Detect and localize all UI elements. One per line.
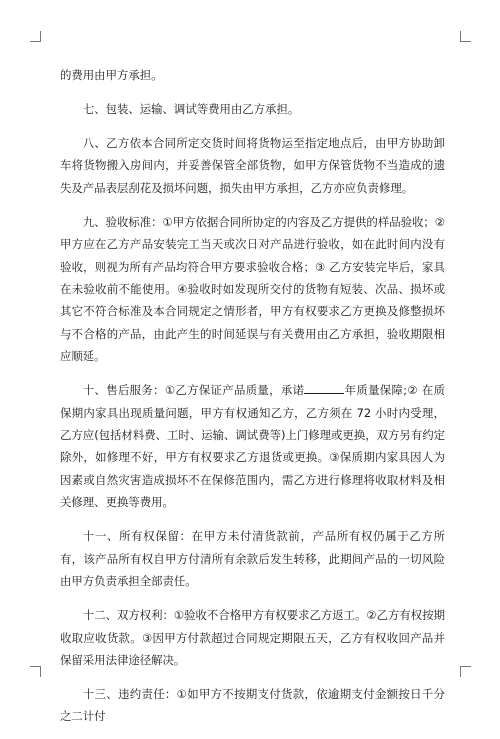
- paragraph-clause-11: 十一、所有权保留：在甲方未付清货款前，产品所有权仍属于乙方所有，该产品所有权自甲方付清所有余款后发生转移，此期间产品的一切风险由甲方负责承担全部责任。: [60, 529, 445, 589]
- crop-mark-top-left: [30, 31, 41, 42]
- contract-body: [60, 64, 445, 739]
- crop-mark-bottom-right: [460, 666, 471, 677]
- paragraph-clause-12: 十二、双方权利：①验收不合格甲方有权要求乙方返工。②乙方有权按期收取应收货款。③因甲方付款超过合同规定期限五天，乙方有权收回产品并保留采用法律途径解决。: [60, 608, 445, 667]
- clause-10-text-end: 年质量保障;② 在质保期内家具出现质量问题，甲方有权通知乙方，乙方须在 72 小时内受理，乙方应(包括材料费、工时、运输、调试费等)上门修理或更换，双方另有约定除外，如修理不好，甲方有权要求乙方退货或更换。③保质期内家具因人为因素或自然灾害造成损坏不在保修范围内，需乙方进行修理将收取材料及相关修理、更换等费用。: [60, 383, 445, 510]
- paragraph-clause-13: 十三、违约责任：①如甲方不按期支付货款，依逾期支付金额按日千分之二计付: [60, 686, 445, 724]
- paragraph-continuation: 的费用由甲方承担。: [60, 68, 163, 82]
- warranty-years-blank: [304, 382, 344, 394]
- paragraph-clause-8: 八、乙方依本合同所定交货时间将货物运至指定地点后，由甲方协助卸车将货物搬入房间内，并妥善保管全部货物，如甲方保管货物不当造成的遗失及产品表层刮花及损坏问题，损失由甲方承担，乙方亦应负责修理。: [60, 136, 445, 195]
- crop-mark-bottom-left: [30, 666, 41, 677]
- clause-10-text-start: 十、售后服务：①乙方保证产品质量，承诺: [82, 383, 305, 398]
- paragraph-clause-9: 九、验收标准：①甲方依据合同所协定的内容及乙方提供的样品验收；② 甲方应在乙方产品安装完工当天或次日对产品进行验收，如在此时间内没有验收，则视为所有产品均符合甲方要求验收合格；③ 乙方安装完毕后，家具在未验收前不能使用。④验收时如发现所交付的货物有短装、次品、损坏或其它不符合标准及本合同规定之情形者，甲方有权要求乙方更换及修整损坏与不合格的产品，由此产生的时间延误与有关费用由乙方承担，验收期限相应顺延。: [60, 214, 445, 364]
- paragraph-clause-10: [60, 379, 445, 513]
- paragraph-clause-7: 七、包装、运输、调试等费用由乙方承担。: [82, 102, 300, 116]
- crop-mark-top-right: [460, 31, 471, 42]
